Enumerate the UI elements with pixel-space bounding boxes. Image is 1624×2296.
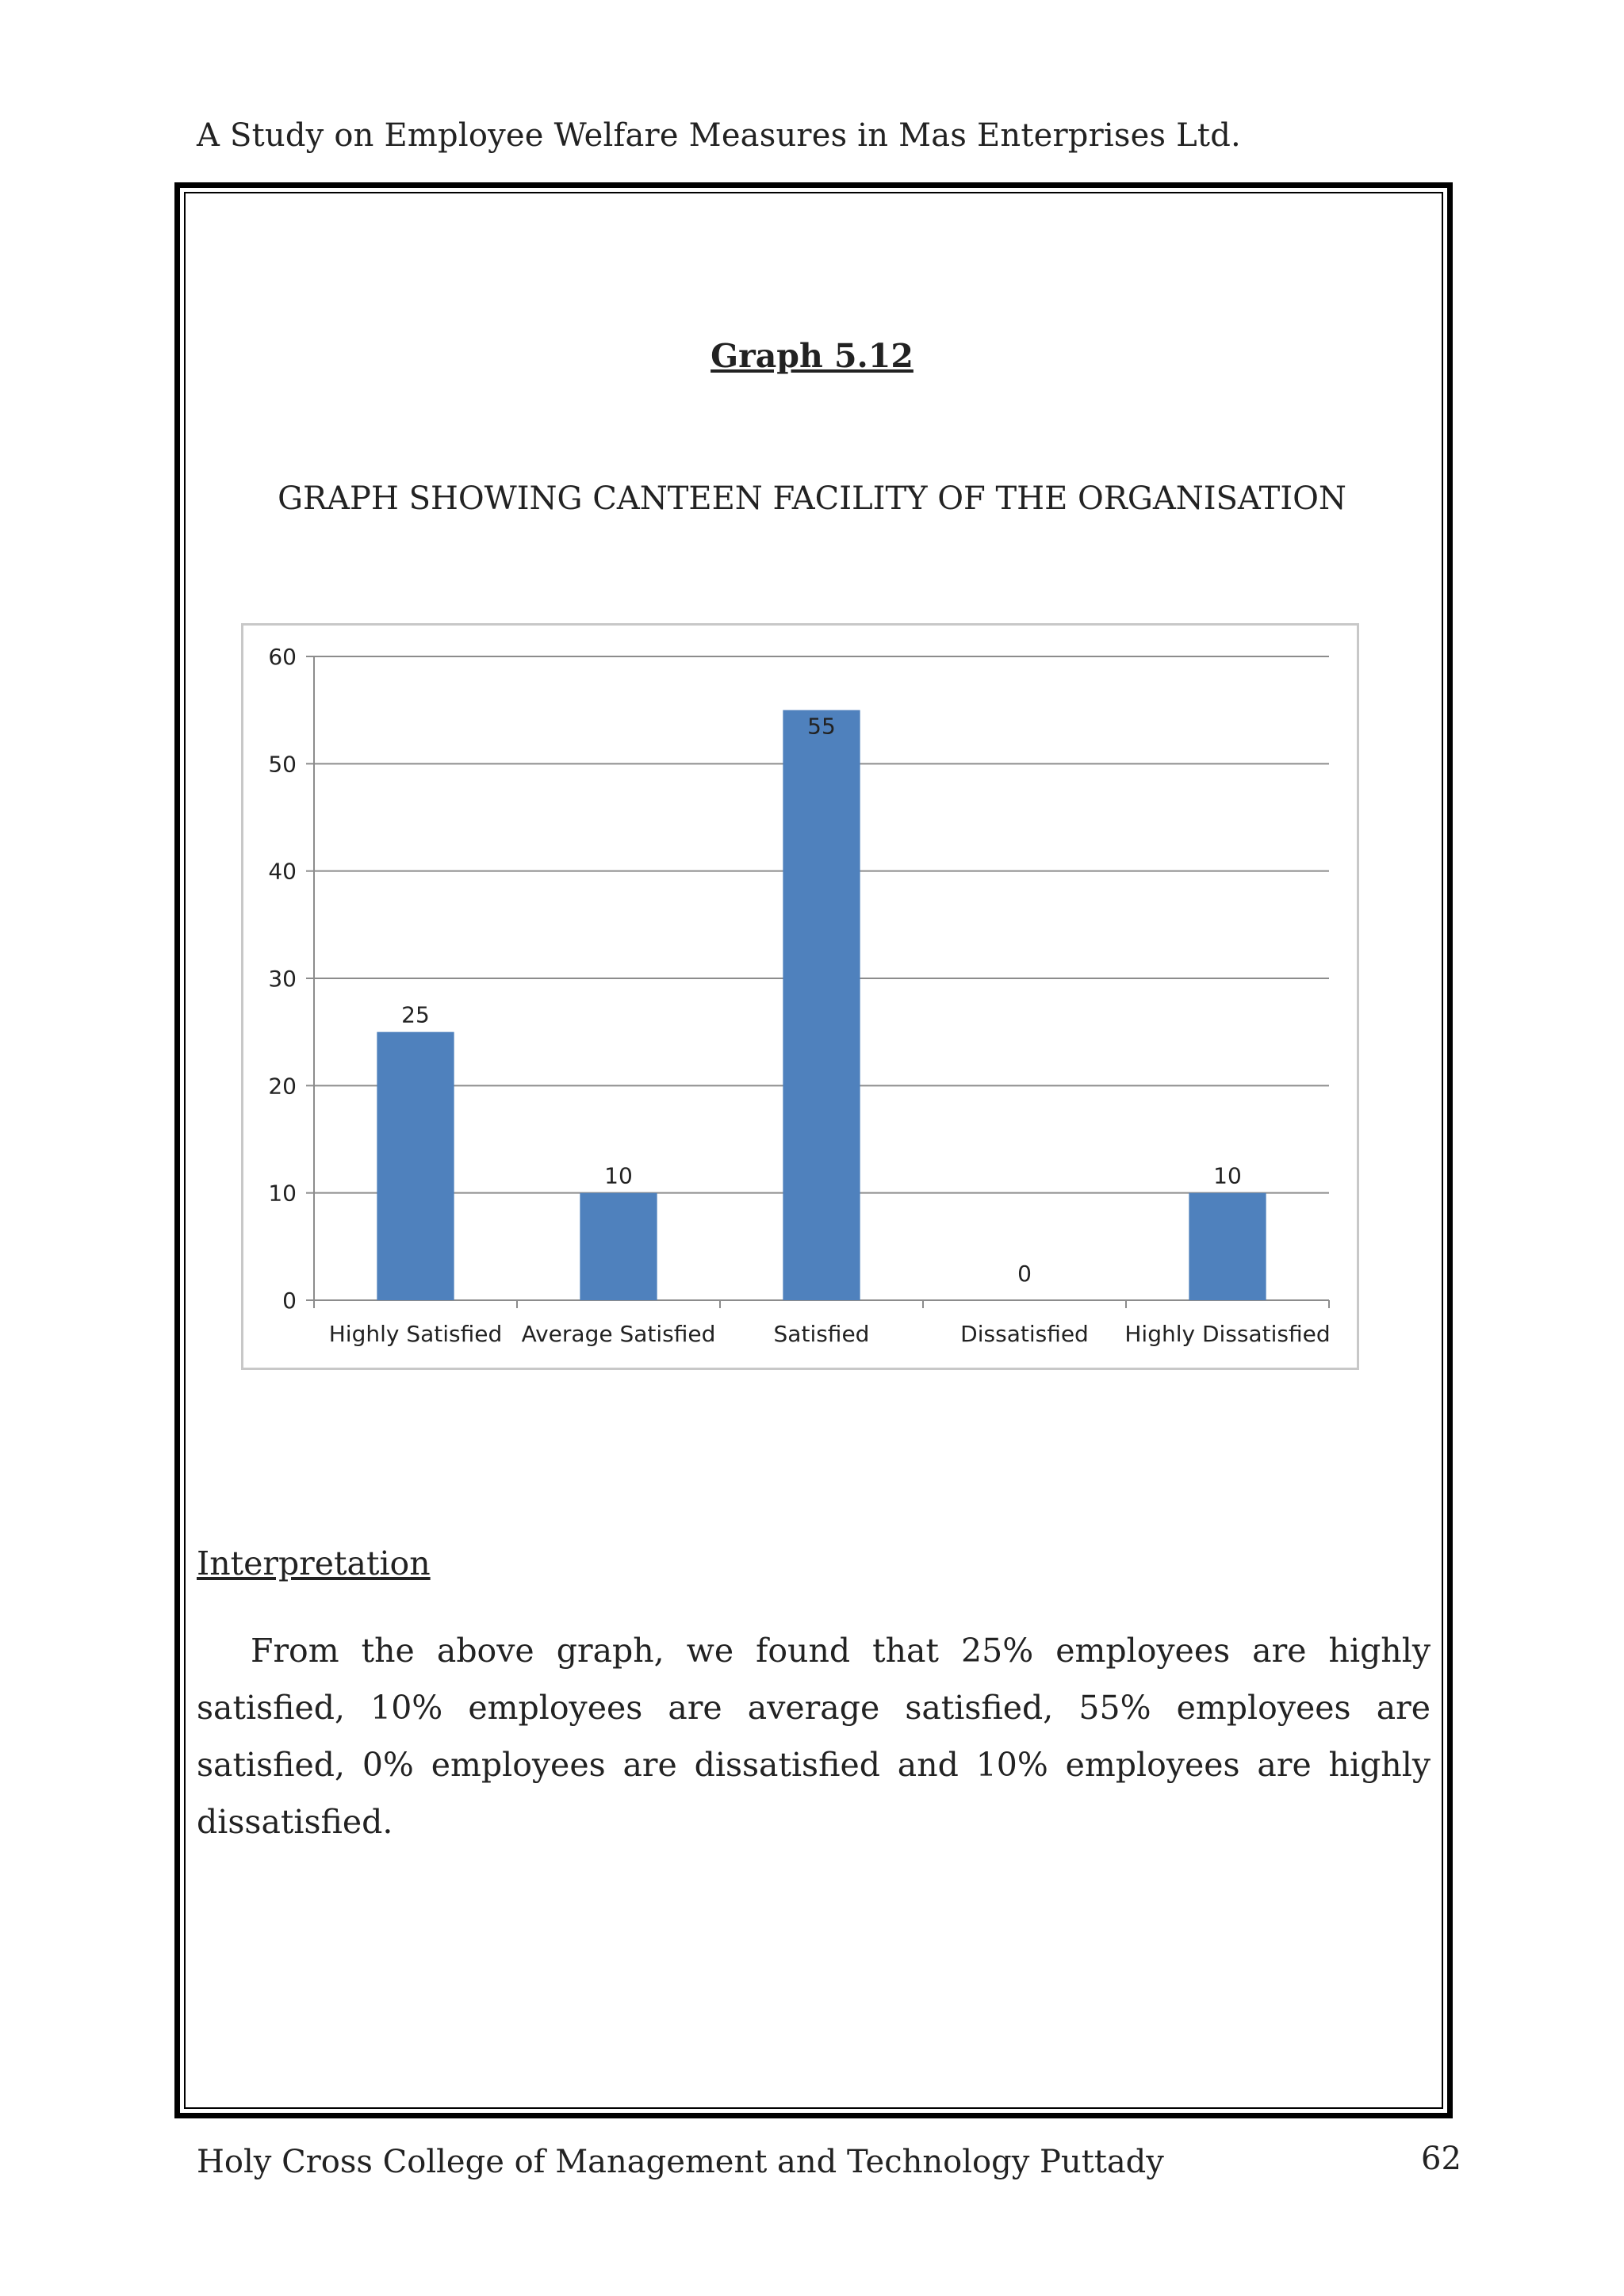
data-label: 25 (401, 1001, 430, 1028)
bar (783, 710, 860, 1300)
x-tick-label: Highly Satisfied (328, 1321, 503, 1347)
x-tick-label: Highly Dissatisfied (1124, 1321, 1331, 1347)
y-tick-label: 30 (268, 966, 297, 992)
bar-chart (241, 623, 1359, 1370)
y-tick-label: 20 (268, 1073, 297, 1100)
y-tick-label: 60 (268, 644, 297, 670)
interpretation-heading: Interpretation (197, 1544, 431, 1582)
data-label: 55 (807, 713, 836, 740)
page-number: 62 (1421, 2141, 1461, 2177)
data-label: 10 (604, 1162, 633, 1189)
data-label: 0 (1017, 1261, 1032, 1287)
footer-institution: Holy Cross College of Management and Technology Puttady (197, 2144, 1164, 2180)
bar (377, 1032, 454, 1300)
bar (580, 1193, 657, 1300)
x-tick-label: Dissatisfied (960, 1321, 1089, 1347)
y-tick-label: 0 (282, 1288, 297, 1314)
interpretation-body: From the above graph, we found that 25% employees are highly satisfied, 10% employees are average satisfied, 55% employees are satisfied, 0% employees are dissatisfied and 10% employees are highly dissatisfied. (197, 1632, 1431, 1841)
x-tick-label: Average Satisfied (521, 1321, 716, 1347)
x-tick-label: Satisfied (773, 1321, 870, 1347)
graph-label: Graph 5.12 (710, 337, 914, 375)
data-label: 10 (1213, 1162, 1242, 1189)
bar (1189, 1193, 1266, 1300)
page-header: A Study on Employee Welfare Measures in Mas Enterprises Ltd. (197, 117, 1241, 154)
y-tick-label: 50 (268, 751, 297, 778)
y-tick-label: 40 (268, 858, 297, 885)
graph-caption: GRAPH SHOWING CANTEEN FACILITY OF THE ORGANISATION (278, 480, 1346, 517)
y-tick-label: 10 (268, 1180, 297, 1207)
